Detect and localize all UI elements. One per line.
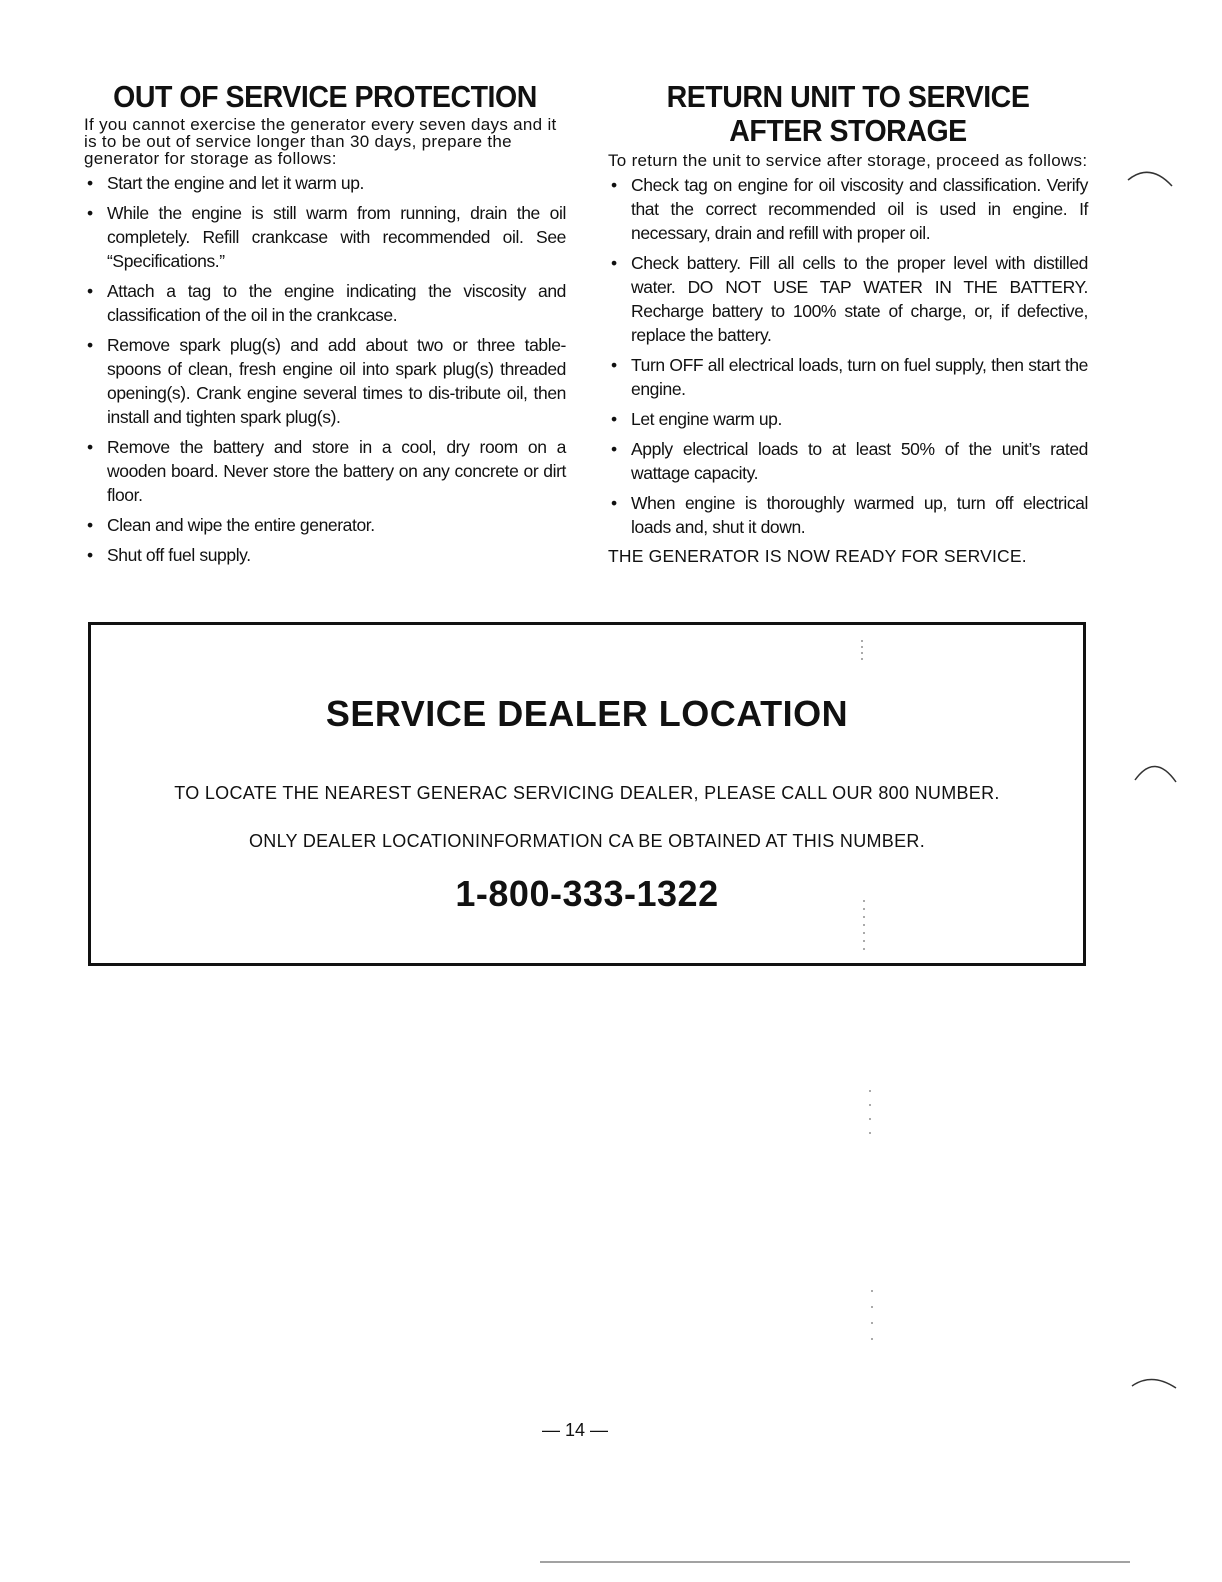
bullet-icon: • <box>611 253 617 273</box>
left-section-title: OUT OF SERVICE PROTECTION <box>113 79 537 114</box>
list-item: • When engine is thoroughly warmed up, turn off electrical loads and, shut it down. <box>611 493 1088 537</box>
bullet-icon: • <box>611 355 617 375</box>
list-item: • Shut off fuel supply. <box>87 545 251 565</box>
bullet-icon: • <box>87 545 93 565</box>
service-dealer-box <box>88 622 1086 966</box>
bullet-icon: • <box>611 439 617 459</box>
list-item: • Turn OFF all electrical loads, turn on fuel supply, then start the engine. <box>611 355 1088 399</box>
scan-mark <box>1128 172 1172 186</box>
left-intro: If you cannot exercise the generator every seven days and it is to be out of service longer than 30 days, prepare the generator for storage as follows: <box>84 115 557 168</box>
right-title-line2: AFTER STORAGE <box>729 113 967 148</box>
page-number: — 14 — <box>541 1420 609 1440</box>
list-item: • Check battery. Fill all cells to the proper level with distilled water. DO NOT USE TAP WATER IN THE BATTERY. Recharge battery to 100% state of charge, or, if defective, replace the battery. <box>611 253 1088 345</box>
list-item: • Start the engine and let it warm up. <box>87 173 365 193</box>
dealer-box-instruction: TO LOCATE THE NEAREST GENERAC SERVICING DEALER, PLEASE CALL OUR 800 NUMBER. <box>174 783 1000 803</box>
right-title-line1: RETURN UNIT TO SERVICE <box>666 79 1030 114</box>
bullet-icon: • <box>87 335 93 355</box>
bullet-icon: • <box>611 175 617 195</box>
bullet-icon: • <box>87 173 93 193</box>
dealer-box-title: SERVICE DEALER LOCATION <box>325 693 849 734</box>
list-item: • Check tag on engine for oil viscosity and classification. Verify that the correct recommended oil is used in engine. If necessary, drain and refill with proper oil. <box>611 175 1088 243</box>
right-bullet-list <box>608 173 1088 539</box>
right-section-title <box>627 80 1069 148</box>
list-item: • Apply electrical loads to at least 50% of the unit’s rated wattage capacity. <box>611 439 1088 483</box>
bullet-icon: • <box>87 515 93 535</box>
right-intro: To return the unit to service after storage, proceed as follows: <box>608 151 1088 170</box>
ready-statement: THE GENERATOR IS NOW READY FOR SERVICE. <box>608 546 1027 566</box>
bullet-icon: • <box>611 409 617 429</box>
bullet-icon: • <box>87 203 93 223</box>
left-bullet-list <box>84 171 566 567</box>
list-item: • Clean and wipe the entire generator. <box>87 515 375 535</box>
scan-mark <box>1132 1379 1176 1388</box>
dealer-box-note: ONLY DEALER LOCATIONINFORMATION CA BE OBTAINED AT THIS NUMBER. <box>248 831 926 851</box>
list-item: • Remove the battery and store in a cool, dry room on a wooden board. Never store the battery on any concrete or dirt floor. <box>87 437 566 505</box>
right-column <box>608 80 1088 567</box>
scan-mark <box>1135 766 1176 782</box>
list-item: • Let engine warm up. <box>611 409 782 429</box>
left-column <box>84 80 566 573</box>
list-item: • While the engine is still warm from running, drain the oil completely. Refill crankcase with recommended oil. See “Specifications.” <box>87 203 566 271</box>
bullet-icon: • <box>87 281 93 301</box>
bullet-icon: • <box>87 437 93 457</box>
dealer-phone-number: 1-800-333-1322 <box>455 873 719 914</box>
list-item: • Remove spark plug(s) and add about two or three table-spoons of clean, fresh engine oil into spark plug(s) threaded opening(s). Crank engine several times to dis-tribute oil, then install and tighten spark plug(s). <box>87 335 566 427</box>
list-item: • Attach a tag to the engine indicating the viscosity and classification of the oil in the crankcase. <box>87 281 566 325</box>
bullet-icon: • <box>611 493 617 513</box>
